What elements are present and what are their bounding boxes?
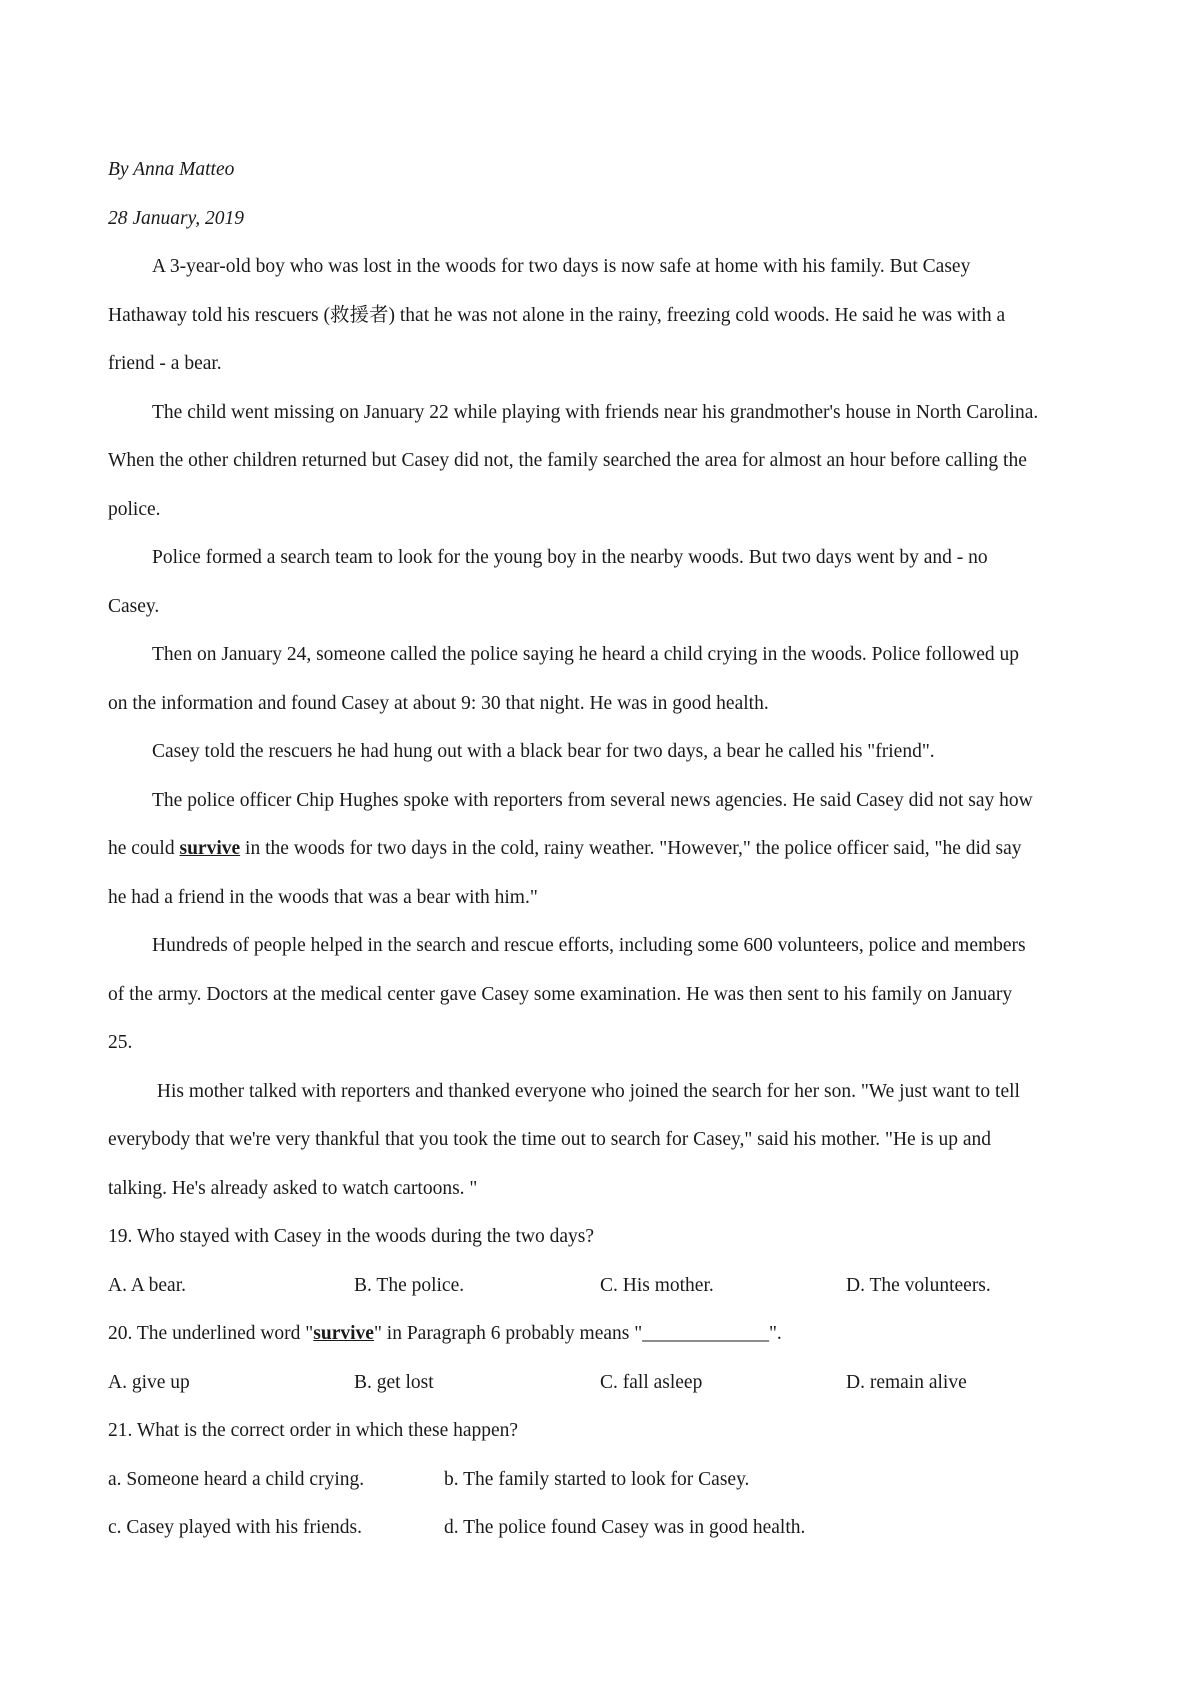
question-20-keyword-survive: survive <box>313 1323 374 1344</box>
question-20-options <box>108 1359 1104 1408</box>
question-19-options <box>108 1262 1104 1311</box>
paragraph-6-line-3: he had a friend in the woods that was a bear with him." <box>108 886 538 908</box>
paragraph-6-line-1: The police officer Chip Hughes spoke with reporters from several news agencies. He said Casey did not say how <box>152 789 1033 811</box>
question-21-event-c: c. Casey played with his friends. <box>108 1517 362 1538</box>
paragraph-6-line-2 <box>108 825 1104 874</box>
paragraph-1-line-1: A 3-year-old boy who was lost in the woods for two days is now safe at home with his family. But Casey <box>152 256 971 277</box>
paragraph-7-line-3: 25. <box>108 1032 133 1053</box>
question-19-stem: 19. Who stayed with Casey in the woods during the two days? <box>108 1226 594 1247</box>
question-21-event-d: d. The police found Casey was in good health. <box>444 1517 806 1538</box>
question-21-stem: 21. What is the correct order in which these happen? <box>108 1420 519 1441</box>
paragraph-2-line-2: When the other children returned but Casey did not, the family searched the area for almost an hour before calling the <box>108 450 1027 471</box>
paragraph-3-line-2: Casey. <box>108 595 160 617</box>
paragraph-6-text-before: he could <box>108 838 180 859</box>
paragraph-1-line-2: Hathaway told his rescuers (救援者) that he was not alone in the rainy, freezing cold woods. He said he was with a <box>108 304 1006 326</box>
question-20-option-b: B. get lost <box>354 1371 434 1393</box>
paragraph-8-line-3: talking. He's already asked to watch cartoons. " <box>108 1177 478 1199</box>
article-date: 28 January, 2019 <box>108 207 244 229</box>
paragraph-2-line-1: The child went missing on January 22 while playing with friends near his grandmother's house in North Carolina. <box>152 401 1039 423</box>
paragraph-6-text-after: in the woods for two days in the cold, rainy weather. "However," the police officer said, "he did say <box>240 838 1022 859</box>
question-21-event-a: a. Someone heard a child crying. <box>108 1468 365 1490</box>
paragraph-8-line-2: everybody that we're very thankful that you took the time out to search for Casey," said his mother. "He is up and <box>108 1129 991 1150</box>
question-20-stem <box>108 1310 1104 1359</box>
byline: By Anna Matteo <box>108 159 235 180</box>
paragraph-4-line-1: Then on January 24, someone called the police saying he heard a child crying in the woods. Police followed up <box>152 644 1019 665</box>
question-21-event-b: b. The family started to look for Casey. <box>444 1468 750 1490</box>
question-20-option-d: D. remain alive <box>846 1371 967 1393</box>
question-19-option-b: B. The police. <box>354 1274 465 1296</box>
question-20-option-a: A. give up <box>108 1371 190 1393</box>
question-20-option-c: C. fall asleep <box>600 1371 703 1393</box>
paragraph-8-line-1: His mother talked with reporters and thanked everyone who joined the search for her son. "We just want to tell <box>152 1080 1020 1102</box>
paragraph-5-line-1: Casey told the rescuers he had hung out with a black bear for two days, a bear he called his "friend". <box>152 741 935 762</box>
paragraph-3-line-1: Police formed a search team to look for the young boy in the nearby woods. But two days went by and - no <box>152 547 988 568</box>
question-20-stem-after: " in Paragraph 6 probably means "_____________". <box>373 1323 782 1344</box>
paragraph-2-line-3: police. <box>108 498 161 520</box>
paragraph-4-line-2: on the information and found Casey at about 9: 30 that night. He was in good health. <box>108 692 769 714</box>
question-19-option-a: A. A bear. <box>108 1274 186 1296</box>
paragraph-7-line-1: Hundreds of people helped in the search and rescue efforts, including some 600 volunteers, police and members <box>152 935 1026 956</box>
question-19-option-d: D. The volunteers. <box>846 1274 991 1296</box>
question-19-option-c: C. His mother. <box>600 1274 714 1296</box>
document-page <box>108 146 1104 1553</box>
question-21-events-row-2 <box>108 1504 1104 1553</box>
underlined-keyword-survive: survive <box>179 838 241 859</box>
question-20-stem-before: 20. The underlined word " <box>108 1323 314 1344</box>
paragraph-7-line-2: of the army. Doctors at the medical center gave Casey some examination. He was then sent to his family on January <box>108 983 1013 1005</box>
question-21-events-row-1 <box>108 1456 1104 1505</box>
paragraph-1-line-3: friend - a bear. <box>108 353 222 374</box>
